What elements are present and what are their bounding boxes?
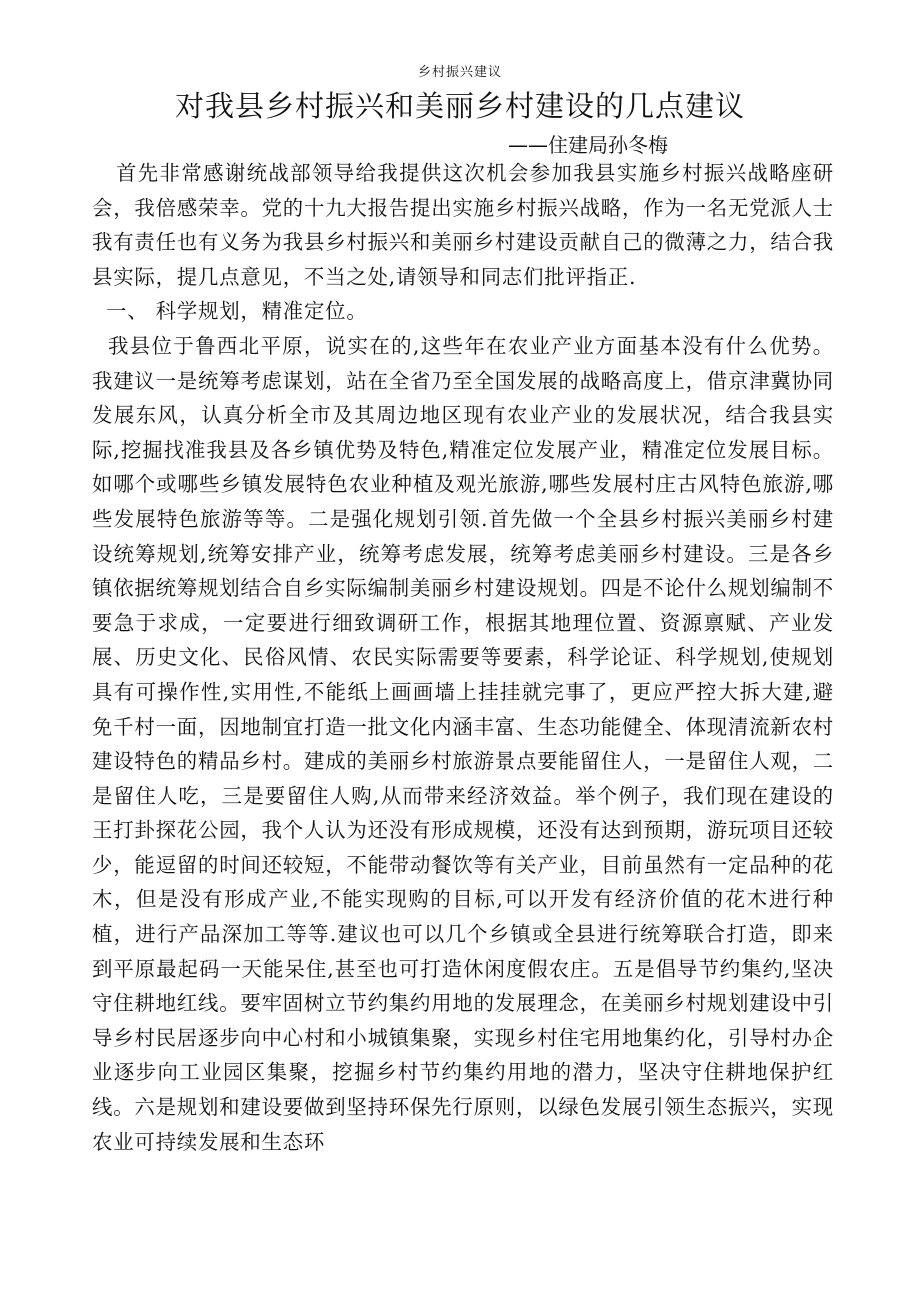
document-author: ——住建局孙冬梅 [508, 133, 668, 157]
intro-paragraph: 首先非常感谢统战部领导给我提供这次机会参加我县实施乡村振兴战略座研会，我倍感荣幸。党的十九大报告提出实施乡村振兴战略，作为一名无党派人士我有责任也有义务为我县乡村振兴和美丽乡村建设贡献自己的微薄之力，结合我县实际，提几点意见，不当之处,请领导和同志们批评指正. [92, 161, 834, 289]
document-title: 对我县乡村振兴和美丽乡村建设的几点建议 [174, 89, 745, 123]
page-header: 乡村振兴建议 [417, 65, 502, 80]
main-paragraph: 我县位于鲁西北平原，说实在的,这些年在农业产业方面基本没有什么优势。我建议一是统筹考虑谋划，站在全省乃至全国发展的战略高度上，借京津冀协同发展东风，认真分析全市及其周边地区现有农业产业的发展状况，结合我县实际,挖掘找准我县及各乡镇优势及特色,精准定位发展产业，精准定位发展目标。如哪个或哪些乡镇发展特色农业种植及观光旅游,哪些发展村庄古风特色旅游,哪些发展特色旅游等等。二是强化规划引领.首先做一个全县乡村振兴美丽乡村建设统筹规划,统筹安排产业，统筹考虑发展，统筹考虑美丽乡村建设。三是各乡镇依据统筹规划结合自乡实际编制美丽乡村建设规划。四是不论什么规划编制不要急于求成，一定要进行细致调研工作，根据其地理位置、资源禀赋、产业发展、历史文化、民俗风情、农民实际需要等要素，科学论证、科学规划,使规划具有可操作性,实用性,不能纸上画画墙上挂挂就完事了，更应严控大拆大建,避免千村一面，因地制宜打造一批文化内涵丰富、生态功能健全、体现清流新农村建设特色的精品乡村。建成的美丽乡村旅游景点要能留住人，一是留住人观，二是留住人吃，三是要留住人购,从而带来经济效益。举个例子，我们现在建设的王打卦探花公园，我个人认为还没有形成规模，还没有达到预期，游玩项目还较少，能逗留的时间还较短，不能带动餐饮等有关产业，目前虽然有一定品种的花木，但是没有形成产业,不能实现购的目标,可以开发有经济价值的花木进行种植，进行产品深加工等等.建议也可以几个乡镇或全县进行统筹联合打造，即来到平原最起码一天能呆住,甚至也可打造休闲度假农庄。五是倡导节约集约,坚决守住耕地红线。要牢固树立节约集约用地的发展理念，在美丽乡村规划建设中引导乡村民居逐步向中心村和小城镇集聚，实现乡村住宅用地集约化，引导村办企业逐步向工业园区集聚，挖掘乡村节约集约用地的潜力，坚决守住耕地保护红线。六是规划和建设要做到坚持环保先行原则，以绿色发展引领生态振兴，实现农业可持续发展和生态环 [92, 333, 834, 1154]
document-body [92, 156, 834, 1159]
section-heading-1: 一、 科学规划，精准定位。 [106, 299, 368, 324]
